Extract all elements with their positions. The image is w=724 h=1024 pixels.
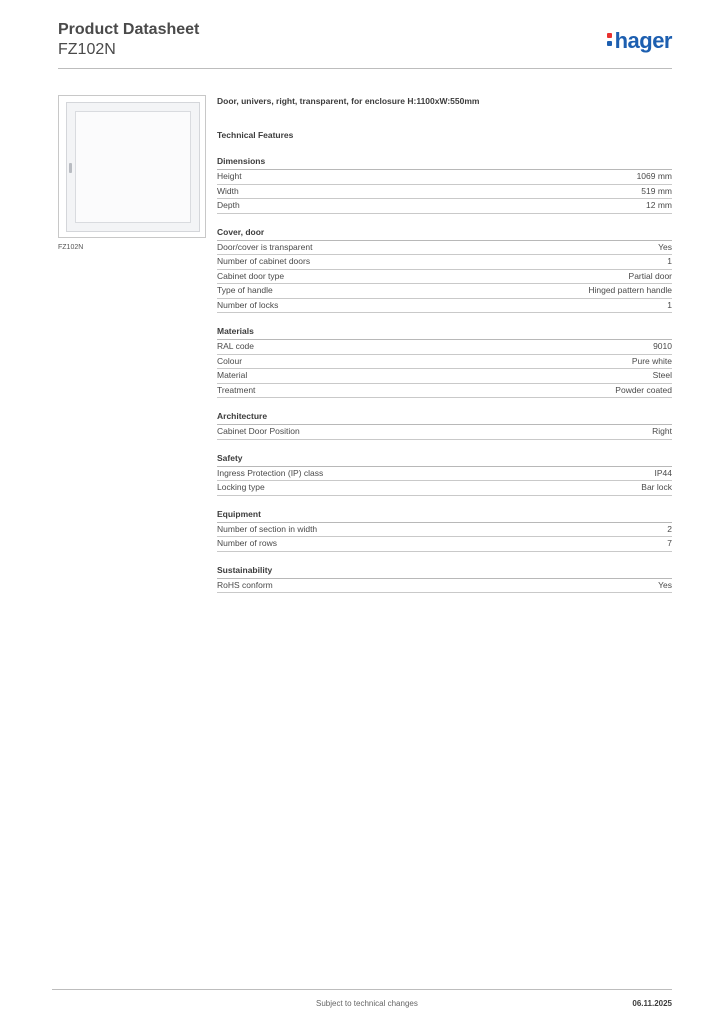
spec-label: Door/cover is transparent (217, 241, 313, 252)
section-sustainability (217, 565, 672, 594)
spec-label: Width (217, 185, 239, 196)
spec-value: 1 (667, 256, 672, 266)
spec-row (217, 355, 672, 370)
spec-row (217, 425, 672, 440)
spec-label: Cabinet Door Position (217, 426, 300, 436)
spec-label: Colour (217, 355, 243, 366)
spec-value: 1069 mm (636, 171, 672, 181)
section-title: Cover, door (217, 227, 672, 241)
footer-note: Subject to technical changes (316, 999, 418, 1008)
spec-row (217, 384, 672, 399)
spec-row (217, 340, 672, 355)
spec-row (217, 467, 672, 482)
spec-value: Hinged pattern handle (588, 285, 672, 295)
spec-row (217, 185, 672, 200)
section-title: Sustainability (217, 565, 672, 579)
spec-value: Partial door (628, 270, 672, 281)
feature-sections (217, 156, 672, 593)
section-title: Architecture (217, 411, 672, 425)
spec-row (217, 170, 672, 185)
section-title: Materials (217, 326, 672, 340)
spec-label: Material (217, 370, 248, 380)
section-dimensions (217, 156, 672, 214)
spec-value: 9010 (653, 341, 672, 351)
spec-label: Depth (217, 200, 240, 210)
door-handle-icon (69, 163, 72, 173)
document-header (58, 20, 672, 68)
spec-label: Height (217, 171, 242, 181)
section-safety (217, 453, 672, 496)
spec-row (217, 299, 672, 314)
product-description: Door, univers, right, transparent, for enclosure H:1100xW:550mm (217, 96, 480, 106)
footer-divider (52, 989, 672, 990)
spec-row (217, 481, 672, 496)
spec-row (217, 369, 672, 384)
spec-value: Bar lock (641, 482, 672, 492)
spec-label: Ingress Protection (IP) class (217, 467, 324, 478)
technical-features-heading: Technical Features (217, 130, 294, 140)
footer-date: 06.11.2025 (632, 999, 672, 1008)
section-equipment (217, 509, 672, 552)
spec-row (217, 241, 672, 256)
spec-row (217, 579, 672, 594)
spec-label: Cabinet door type (217, 270, 285, 281)
spec-label: Treatment (217, 384, 256, 395)
section-architecture (217, 411, 672, 440)
door-illustration (66, 102, 200, 232)
spec-label: Locking type (217, 482, 265, 492)
door-glass-panel (75, 111, 191, 223)
document-title: Product Datasheet (58, 21, 200, 38)
spec-label: Number of section in width (217, 523, 318, 534)
logo-dots-icon (607, 33, 612, 47)
spec-label: Type of handle (217, 285, 273, 295)
datasheet-content (217, 96, 672, 593)
spec-value: Steel (652, 370, 672, 380)
product-code: FZ102N (58, 41, 116, 58)
spec-value: 1 (667, 299, 672, 310)
product-image (58, 95, 206, 238)
section-title: Dimensions (217, 156, 672, 170)
spec-row (217, 523, 672, 538)
spec-row (217, 537, 672, 552)
spec-label: Number of locks (217, 299, 279, 310)
header-divider (58, 68, 672, 69)
spec-label: Number of cabinet doors (217, 256, 311, 266)
spec-value: Yes (658, 241, 672, 252)
spec-row (217, 255, 672, 270)
spec-label: RAL code (217, 341, 255, 351)
spec-row (217, 199, 672, 214)
spec-row (217, 270, 672, 285)
spec-value: Pure white (631, 355, 672, 366)
spec-value: 519 mm (641, 185, 672, 196)
spec-value: Right (652, 426, 672, 436)
spec-value: 2 (667, 523, 672, 534)
spec-label: Number of rows (217, 538, 277, 548)
spec-label: RoHS conform (217, 579, 273, 590)
spec-value: Powder coated (615, 384, 672, 395)
logo-text: hager (614, 28, 672, 53)
section-title: Safety (217, 453, 672, 467)
spec-value: 12 mm (646, 200, 672, 210)
section-cover-door (217, 227, 672, 314)
spec-value: IP44 (654, 467, 672, 478)
hager-logo (607, 28, 672, 54)
image-caption: FZ102N (58, 244, 84, 251)
section-title: Equipment (217, 509, 672, 523)
spec-row (217, 284, 672, 299)
spec-value: Yes (658, 579, 672, 590)
spec-value: 7 (667, 538, 672, 548)
section-materials (217, 326, 672, 398)
